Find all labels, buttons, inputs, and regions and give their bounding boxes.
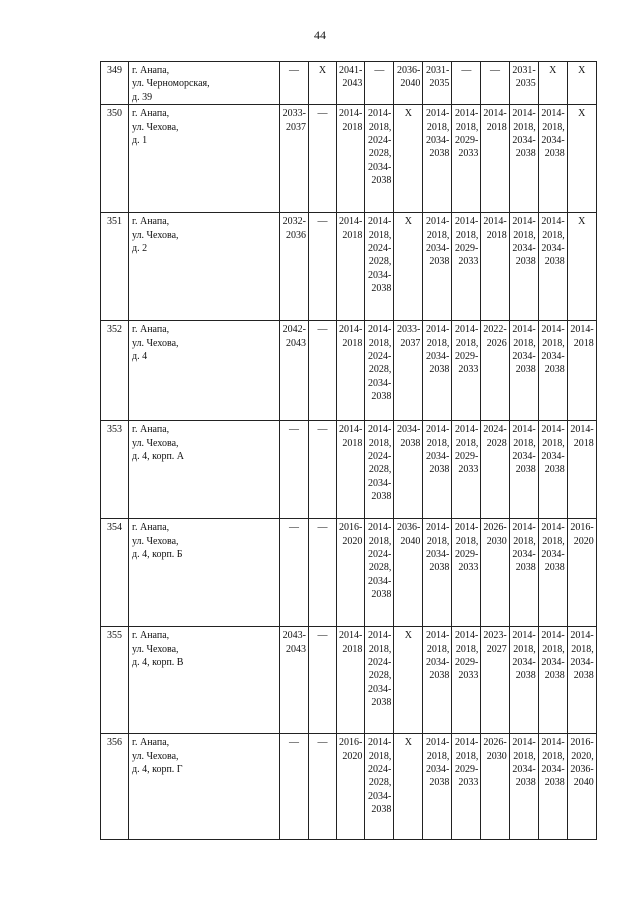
- period-cell: 2014- 2018: [567, 321, 596, 421]
- period-cell: 2014- 2018, 2024- 2028, 2034- 2038: [365, 519, 394, 627]
- period-cell: 2033- 2037: [280, 105, 309, 213]
- period-cell: —: [309, 213, 337, 321]
- table-row: [101, 627, 597, 734]
- period-cell: 2042- 2043: [280, 321, 309, 421]
- period-cell: 2014- 2018, 2029- 2033: [452, 105, 481, 213]
- period-cell: —: [280, 734, 309, 840]
- period-cell: 2014- 2018, 2034- 2038: [509, 421, 538, 519]
- period-cell: 2016- 2020, 2036- 2040: [567, 734, 596, 840]
- period-cell: 2014- 2018, 2034- 2038: [567, 627, 596, 734]
- period-cell: 2014- 2018, 2029- 2033: [452, 421, 481, 519]
- row-number: 349: [101, 62, 129, 105]
- period-cell: X: [394, 734, 423, 840]
- period-cell: 2014- 2018: [337, 627, 365, 734]
- period-cell: —: [280, 62, 309, 105]
- period-cell: 2014- 2018: [337, 105, 365, 213]
- period-cell: 2014- 2018, 2034- 2038: [423, 321, 452, 421]
- period-cell: —: [365, 62, 394, 105]
- period-cell: 2014- 2018, 2029- 2033: [452, 519, 481, 627]
- table-row: [101, 105, 597, 213]
- row-number: 355: [101, 627, 129, 734]
- period-cell: 2016- 2020: [337, 734, 365, 840]
- table-row: [101, 321, 597, 421]
- period-cell: 2014- 2018: [481, 213, 509, 321]
- period-cell: 2014- 2018, 2034- 2038: [423, 105, 452, 213]
- period-cell: 2014- 2018, 2024- 2028, 2034- 2038: [365, 213, 394, 321]
- page-number: 44: [314, 28, 326, 42]
- period-cell: X: [309, 62, 337, 105]
- period-cell: X: [394, 627, 423, 734]
- period-cell: 2014- 2018, 2034- 2038: [423, 734, 452, 840]
- period-cell: 2014- 2018: [567, 421, 596, 519]
- table-row: [101, 519, 597, 627]
- period-cell: 2014- 2018, 2034- 2038: [423, 421, 452, 519]
- table-body: [101, 62, 597, 840]
- period-cell: 2014- 2018, 2024- 2028, 2034- 2038: [365, 421, 394, 519]
- period-cell: 2014- 2018, 2034- 2038: [538, 734, 567, 840]
- period-cell: 2041- 2043: [337, 62, 365, 105]
- period-cell: 2036- 2040: [394, 519, 423, 627]
- period-cell: —: [280, 421, 309, 519]
- period-cell: —: [481, 62, 509, 105]
- period-cell: 2033- 2037: [394, 321, 423, 421]
- address-cell: г. Анапа, ул. Чехова, д. 2: [129, 213, 280, 321]
- period-cell: 2014- 2018, 2029- 2033: [452, 213, 481, 321]
- period-cell: 2014- 2018, 2029- 2033: [452, 627, 481, 734]
- period-cell: 2014- 2018, 2034- 2038: [423, 627, 452, 734]
- period-cell: 2014- 2018: [337, 421, 365, 519]
- address-cell: г. Анапа, ул. Чехова, д. 4, корп. Г: [129, 734, 280, 840]
- period-cell: X: [394, 105, 423, 213]
- address-cell: г. Анапа, ул. Чехова, д. 4, корп. В: [129, 627, 280, 734]
- period-cell: 2014- 2018, 2034- 2038: [509, 519, 538, 627]
- period-cell: 2022- 2026: [481, 321, 509, 421]
- period-cell: —: [280, 519, 309, 627]
- row-number: 356: [101, 734, 129, 840]
- address-cell: г. Анапа, ул. Чехова, д. 4, корп. А: [129, 421, 280, 519]
- period-cell: —: [309, 627, 337, 734]
- period-cell: 2014- 2018, 2024- 2028, 2034- 2038: [365, 321, 394, 421]
- period-cell: 2014- 2018, 2034- 2038: [423, 519, 452, 627]
- period-cell: —: [309, 734, 337, 840]
- period-cell: 2014- 2018, 2034- 2038: [538, 519, 567, 627]
- period-cell: X: [567, 105, 596, 213]
- row-number: 353: [101, 421, 129, 519]
- period-cell: 2026- 2030: [481, 734, 509, 840]
- period-cell: 2016- 2020: [337, 519, 365, 627]
- period-cell: 2014- 2018, 2034- 2038: [538, 213, 567, 321]
- schedule-table: [100, 61, 597, 840]
- period-cell: 2026- 2030: [481, 519, 509, 627]
- period-cell: 2014- 2018, 2034- 2038: [509, 105, 538, 213]
- period-cell: 2014- 2018, 2034- 2038: [538, 421, 567, 519]
- period-cell: 2043- 2043: [280, 627, 309, 734]
- period-cell: 2014- 2018, 2034- 2038: [509, 627, 538, 734]
- period-cell: 2031- 2035: [423, 62, 452, 105]
- row-number: 352: [101, 321, 129, 421]
- period-cell: 2014- 2018, 2029- 2033: [452, 734, 481, 840]
- period-cell: —: [309, 105, 337, 213]
- period-cell: 2014- 2018, 2024- 2028, 2034- 2038: [365, 627, 394, 734]
- period-cell: 2014- 2018: [337, 213, 365, 321]
- period-cell: X: [538, 62, 567, 105]
- row-number: 354: [101, 519, 129, 627]
- period-cell: 2014- 2018, 2034- 2038: [423, 213, 452, 321]
- period-cell: 2014- 2018, 2029- 2033: [452, 321, 481, 421]
- period-cell: 2014- 2018: [337, 321, 365, 421]
- row-number: 351: [101, 213, 129, 321]
- period-cell: 2014- 2018, 2034- 2038: [538, 627, 567, 734]
- period-cell: —: [309, 321, 337, 421]
- period-cell: 2036- 2040: [394, 62, 423, 105]
- period-cell: 2014- 2018, 2034- 2038: [509, 321, 538, 421]
- address-cell: г. Анапа, ул. Чехова, д. 4, корп. Б: [129, 519, 280, 627]
- period-cell: X: [567, 213, 596, 321]
- period-cell: 2014- 2018, 2024- 2028, 2034- 2038: [365, 734, 394, 840]
- address-cell: г. Анапа, ул. Черноморская, д. 39: [129, 62, 280, 105]
- period-cell: 2014- 2018, 2034- 2038: [509, 213, 538, 321]
- period-cell: 2024- 2028: [481, 421, 509, 519]
- period-cell: 2014- 2018, 2034- 2038: [509, 734, 538, 840]
- period-cell: 2014- 2018, 2034- 2038: [538, 321, 567, 421]
- table-row: [101, 62, 597, 105]
- period-cell: 2034- 2038: [394, 421, 423, 519]
- period-cell: 2016- 2020: [567, 519, 596, 627]
- period-cell: —: [309, 519, 337, 627]
- address-cell: г. Анапа, ул. Чехова, д. 4: [129, 321, 280, 421]
- period-cell: —: [309, 421, 337, 519]
- period-cell: X: [394, 213, 423, 321]
- table-row: [101, 421, 597, 519]
- address-cell: г. Анапа, ул. Чехова, д. 1: [129, 105, 280, 213]
- period-cell: X: [567, 62, 596, 105]
- period-cell: 2014- 2018: [481, 105, 509, 213]
- period-cell: —: [452, 62, 481, 105]
- row-number: 350: [101, 105, 129, 213]
- period-cell: 2023- 2027: [481, 627, 509, 734]
- period-cell: 2014- 2018, 2024- 2028, 2034- 2038: [365, 105, 394, 213]
- table-row: [101, 734, 597, 840]
- period-cell: 2032- 2036: [280, 213, 309, 321]
- period-cell: 2014- 2018, 2034- 2038: [538, 105, 567, 213]
- table-row: [101, 213, 597, 321]
- period-cell: 2031- 2035: [509, 62, 538, 105]
